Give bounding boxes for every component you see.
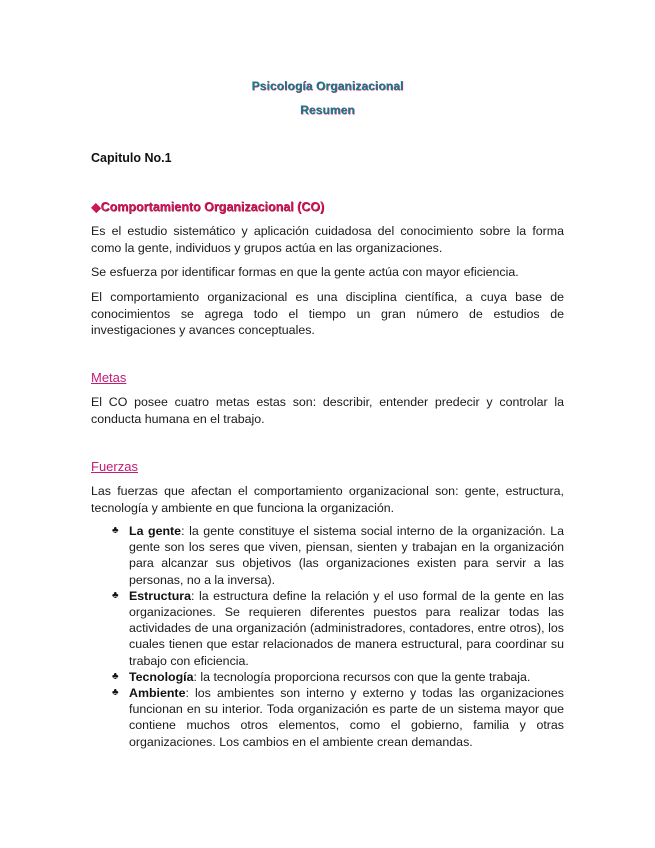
fuerzas-intro: Las fuerzas que afectan el comportamiento organizacional son: gente, estructura, tecnología y ambiente en que funciona la organización.	[91, 484, 564, 515]
document-title: Psicología Organizacional	[251, 79, 404, 93]
list-item	[112, 523, 564, 588]
club-bullet-icon: ♣	[112, 525, 119, 536]
fuerzas-heading: Fuerzas	[91, 459, 138, 474]
list-item-text: : la estructura define la relación y el uso formal de la gente en las organizaciones. Se requieren diferentes puestos para realizar todas las actividades de una organización (administradores, contadores, entre otros), los cuales tienen que estar relacionados de manera estructural, para coordinar su trabajo con eficiencia.	[129, 588, 564, 668]
list-item-term: La gente	[129, 524, 182, 538]
fuerzas-list	[112, 523, 564, 750]
list-item-term: Estructura	[129, 588, 191, 603]
metas-heading: Metas	[91, 370, 127, 385]
list-item-term: Tecnología	[129, 669, 194, 684]
paragraph-discipline: El comportamiento organizacional es una disciplina científica, a cuya base de conocimientos se agrega todo el tiempo un gran número de estudios de investigaciones y avances conceptuales.	[91, 290, 564, 337]
list-item	[112, 685, 564, 750]
paragraph-definition: Es el estudio sistemático y aplicación cuidadosa del conocimiento sobre la forma como la gente, individuos y grupos actúa en las organizaciones.	[91, 224, 564, 255]
list-item-text: : los ambientes son interno y externo y todas las organizaciones funcionan en su interior. Toda organización es parte de un sistema mayor que contiene muchos otros elementos, como el gobierno, familia y otras organizaciones. Los cambios en el ambiente crean demandas.	[129, 686, 564, 749]
paragraph-efficiency: Se esfuerza por identificar formas en que la gente actúa con mayor eficiencia.	[91, 265, 519, 279]
list-item-term: Ambiente	[129, 686, 186, 701]
list-item	[112, 669, 564, 685]
diamond-icon: ◆	[91, 200, 101, 214]
list-item-text: : la tecnología proporciona recursos con que la gente trabaja.	[193, 669, 531, 684]
list-item-text: : la gente constituye el sistema social interno de la organización. La gente son los seres que viven, piensan, sienten y trabajan en la organización para alcanzar sus objetivos (las organizaciones existen para servir a las personas, no a la inversa).	[129, 524, 564, 587]
club-bullet-icon: ♣	[112, 670, 119, 682]
club-bullet-icon: ♣	[112, 589, 119, 601]
section-heading	[91, 199, 324, 214]
metas-paragraph: El CO posee cuatro metas estas son: describir, entender predecir y controlar la conducta humana en el trabajo.	[91, 395, 564, 426]
list-item	[112, 588, 564, 669]
document-subtitle: Resumen	[300, 103, 355, 117]
club-bullet-icon: ♣	[112, 687, 119, 699]
section-heading-text: Comportamiento Organizacional (CO)	[100, 200, 325, 214]
chapter-heading: Capitulo No.1	[91, 151, 172, 165]
